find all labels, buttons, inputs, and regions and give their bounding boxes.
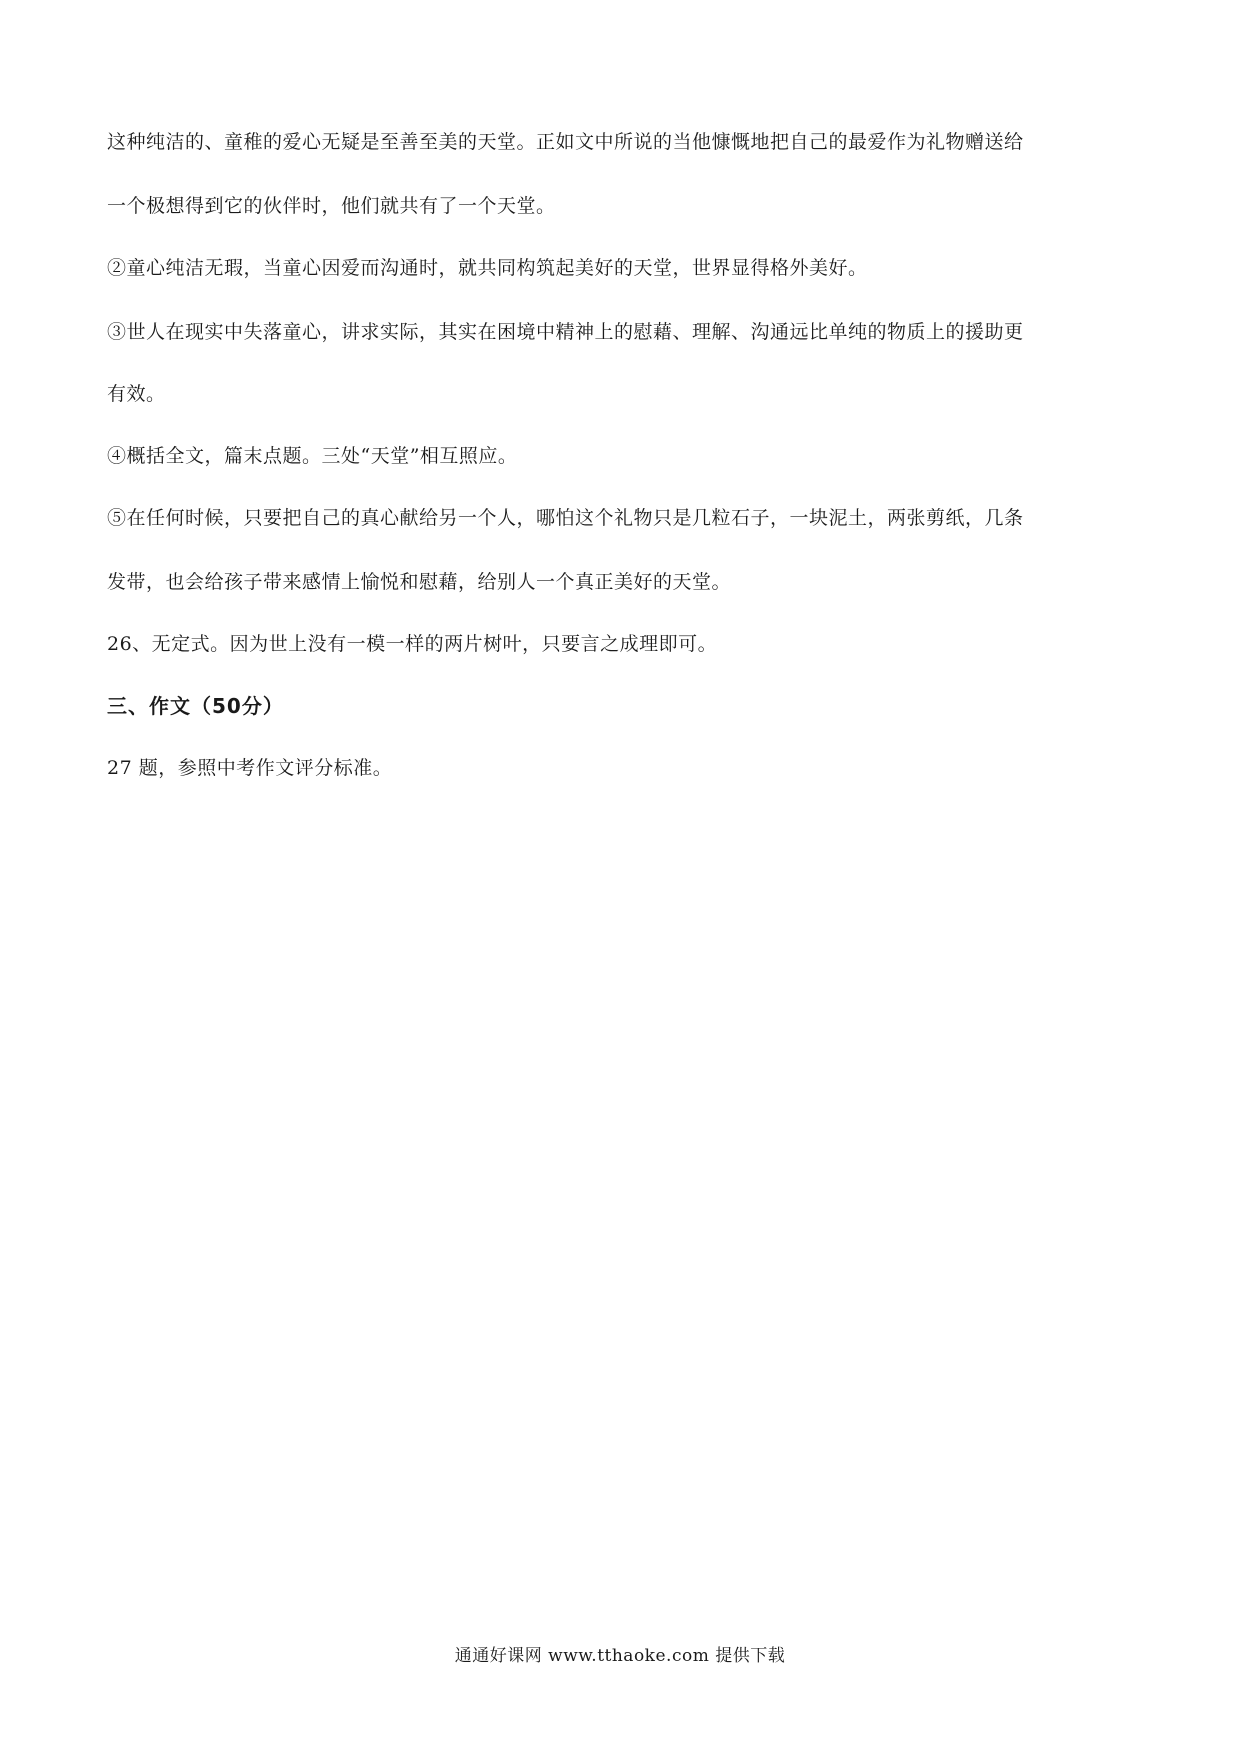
- section-heading: 三、作文（50分）: [107, 694, 284, 718]
- answer-line: 发带，也会给孩子带来感情上愉悦和慰藉，给别人一个真正美好的天堂。: [107, 571, 732, 593]
- answer-item-3: ③世人在现实中失落童心，讲求实际，其实在困境中精神上的慰藉、理解、沟通远比单纯的物质上的援助更: [107, 321, 1024, 343]
- answer-line: 这种纯洁的、童稚的爱心无疑是至善至美的天堂。正如文中所说的当他慷慨地把自己的最爱作为礼物赠送给: [107, 131, 1024, 153]
- answer-item-5: ⑤在任何时候，只要把自己的真心献给另一个人，哪怕这个礼物只是几粒石子，一块泥土，两张剪纸，几条: [107, 507, 1024, 529]
- answer-item-2: ②童心纯洁无瑕，当童心因爱而沟通时，就共同构筑起美好的天堂，世界显得格外美好。: [107, 257, 868, 279]
- answer-q26: 26、无定式。因为世上没有一模一样的两片树叶，只要言之成理即可。: [107, 633, 718, 655]
- answer-item-4: ④概括全文，篇末点题。三处“天堂”相互照应。: [107, 445, 518, 467]
- page-footer: 通通好课网 www.tthaoke.com 提供下载: [454, 1646, 786, 1666]
- answer-q27: 27 题，参照中考作文评分标准。: [107, 757, 393, 779]
- answer-line: 一个极想得到它的伙伴时，他们就共有了一个天堂。: [107, 195, 556, 217]
- answer-line: 有效。: [107, 383, 166, 405]
